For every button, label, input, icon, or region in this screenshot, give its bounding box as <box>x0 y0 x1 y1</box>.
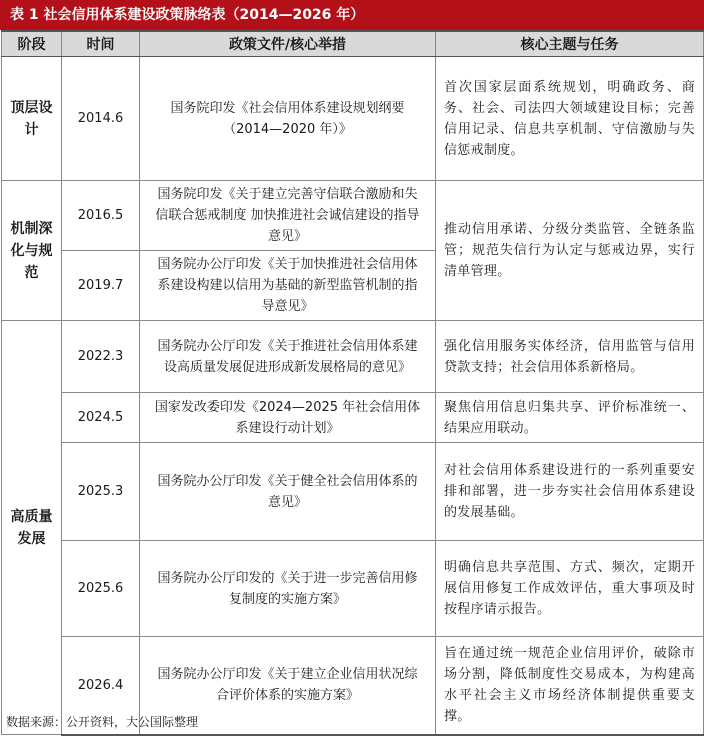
header-time: 时间 <box>62 31 140 57</box>
row-topic: 聚焦信用信息归集共享、评价标准统一、结果应用联动。 <box>436 393 704 443</box>
stage-quality: 高质量发展 <box>2 321 62 735</box>
table-row <box>2 541 704 637</box>
row-topic: 强化信用服务实体经济，信用监管与信用贷款支持；社会信用体系新格局。 <box>436 321 704 393</box>
row-time: 2025.6 <box>62 541 140 637</box>
row-policy: 国务院印发《社会信用体系建设规划纲要（2014—2020 年）》 <box>140 57 436 181</box>
header-topic: 核心主题与任务 <box>436 31 704 57</box>
row-policy: 国务院办公厅印发《关于推进社会信用体系建设高质量发展促进形成新发展格局的意见》 <box>140 321 436 393</box>
row-policy: 国务院办公厅印发《关于健全社会信用体系的意见》 <box>140 443 436 541</box>
row-policy: 国务院印发《关于建立完善守信联合激励和失信联合惩戒制度 加快推进社会诚信建设的指导意见》 <box>140 181 436 251</box>
row-time: 2019.7 <box>62 251 140 321</box>
row-time: 2024.5 <box>62 393 140 443</box>
row-time: 2025.3 <box>62 443 140 541</box>
row-topic: 推动信用承诺、分级分类监管、全链条监管；规范失信行为认定与惩戒边界，实行清单管理。 <box>436 181 704 321</box>
row-policy: 国家发改委印发《2024—2025 年社会信用体系建设行动计划》 <box>140 393 436 443</box>
policy-table <box>1 30 704 736</box>
header-policy: 政策文件/核心举措 <box>140 31 436 57</box>
row-policy: 国务院办公厅印发《关于加快推进社会信用体系建设构建以信用为基础的新型监管机制的指导意见》 <box>140 251 436 321</box>
row-time: 2016.5 <box>62 181 140 251</box>
stage-design: 顶层设计 <box>2 57 62 181</box>
table-row <box>2 393 704 443</box>
table-row <box>2 443 704 541</box>
table-row <box>2 57 704 181</box>
row-topic: 明确信息共享范围、方式、频次，定期开展信用修复工作成效评估，重大事项及时按程序请示报告。 <box>436 541 704 637</box>
row-topic: 对社会信用体系建设进行的一系列重要安排和部署，进一步夯实社会信用体系建设的发展基础。 <box>436 443 704 541</box>
table-row <box>2 321 704 393</box>
row-topic: 首次国家层面系统规划，明确政务、商务、社会、司法四大领域建设目标；完善信用记录、信息共享机制、守信激励与失信惩戒制度。 <box>436 57 704 181</box>
row-time: 2026.4 <box>62 637 140 735</box>
table-row <box>2 181 704 251</box>
row-policy: 国务院办公厅印发《关于建立企业信用状况综合评价体系的实施方案》 <box>140 637 436 735</box>
row-time: 2022.3 <box>62 321 140 393</box>
row-policy: 国务院办公厅印发的《关于进一步完善信用修复制度的实施方案》 <box>140 541 436 637</box>
stage-mechanism: 机制深化与规范 <box>2 181 62 321</box>
data-source-note: 数据来源：公开资料，大公国际整理 <box>6 715 199 729</box>
row-time: 2014.6 <box>62 57 140 181</box>
row-topic: 旨在通过统一规范企业信用评价，破除市场分割，降低制度性交易成本，为构建高水平社会主义市场经济体制提供重要支撑。 <box>436 637 704 735</box>
header-row <box>2 31 704 57</box>
table-title: 表 1 社会信用体系建设政策脉络表（2014—2026 年） <box>0 0 704 30</box>
header-stage: 阶段 <box>2 31 62 57</box>
